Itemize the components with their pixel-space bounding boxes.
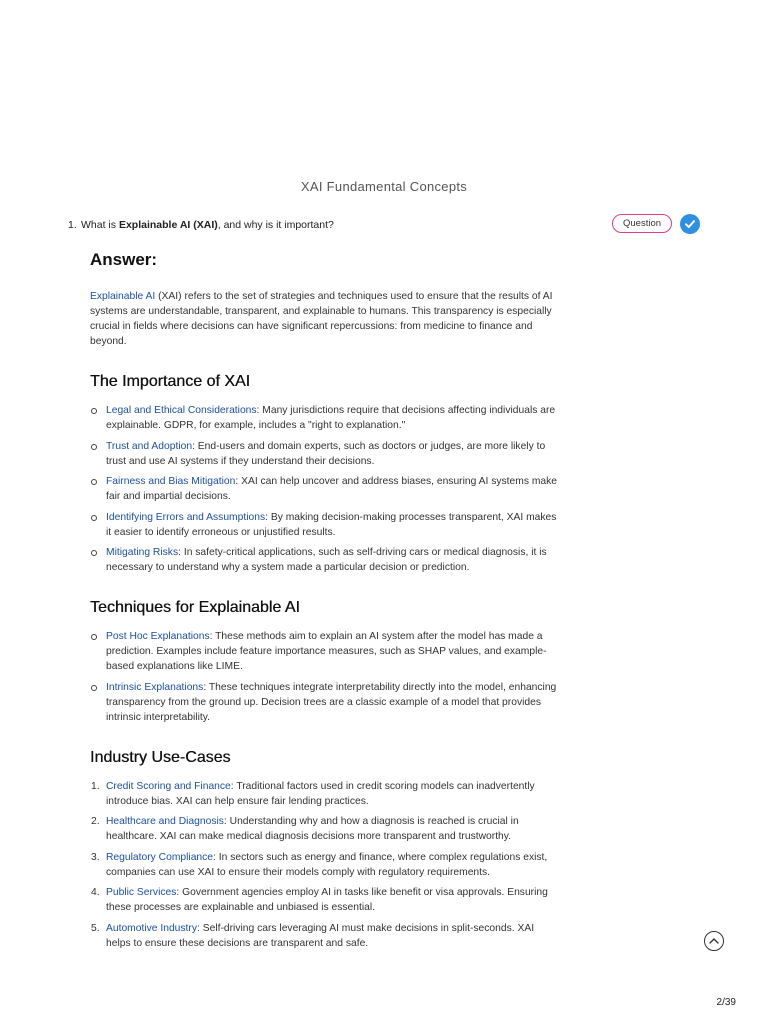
list-item-text: : These techniques integrate interpretability directly into the model, enhancing transparency from the ground up. Decision trees are a classic example of a model that provides intrinsic interpretability.	[106, 681, 557, 723]
list-item	[90, 885, 560, 915]
question-text: What is Explainable AI (XAI), and why is it important?	[81, 219, 334, 231]
answer-intro: Explainable AI (XAI) refers to the set of strategies and techniques used to ensure that the results of AI systems are understandable, transparent, and explainable to humans. This transparency is especially crucial in fields where decisions can have significant repercussions: from medicine to finance and beyond.	[90, 291, 553, 347]
list-item	[90, 439, 560, 469]
list-item-term: Legal and Ethical Considerations	[106, 405, 257, 416]
list-item-term: Regulatory Compliance	[106, 851, 214, 863]
answer-content	[90, 250, 560, 975]
answer-heading: Answer:	[90, 250, 158, 269]
list-item	[90, 403, 560, 433]
list-item-text: : Traditional factors used in credit scoring models can inadvertently introduce bias. XAI can help ensure fair lending practices.	[106, 780, 535, 807]
check-circle-icon[interactable]	[680, 214, 700, 234]
list-item	[90, 474, 560, 504]
section-heading: The Importance of XAI	[90, 373, 251, 390]
section-heading: Techniques for Explainable AI	[90, 599, 300, 616]
section-heading: Industry Use-Cases	[90, 748, 231, 766]
question-term: Explainable AI (XAI)	[118, 219, 218, 231]
list-item-term: Post Hoc Explanations	[106, 631, 210, 642]
list-item-term: Identifying Errors and Assumptions	[106, 511, 266, 523]
list-item	[90, 629, 560, 674]
page-number: 2/39	[716, 997, 736, 1008]
bullet-list	[90, 629, 560, 725]
bullet-list	[90, 403, 560, 575]
list-item-text: : Government agencies employ AI in tasks like benefit or visa approvals. Ensuring these processes are explainable and unbiased is essential.	[106, 887, 548, 913]
list-item-term: Public Services	[106, 887, 177, 898]
numbered-list	[90, 779, 560, 951]
chevron-up-circle-icon[interactable]	[704, 931, 724, 951]
list-item-text: : These methods aim to explain an AI system after the model has made a prediction. Examples include feature importance measures, such as SHAP values, and example-based explanations like LIME.	[106, 631, 547, 672]
list-item-text: : Self-driving cars leveraging AI must make decisions in split-seconds. XAI helps to ensure these decisions are transparent and safe.	[106, 922, 535, 949]
list-item-text: : End-users and domain experts, such as doctors or judges, are more likely to trust and use AI systems if they understand their decisions.	[106, 440, 546, 467]
intro-term: Explainable AI	[90, 291, 156, 302]
list-item-term: Intrinsic Explanations	[106, 681, 204, 693]
list-item-text: : Many jurisdictions require that decisions affecting individuals are explainable. GDPR, for example, includes a "right to explanation."	[106, 405, 556, 431]
list-item	[90, 921, 560, 951]
list-item-term: Automotive Industry	[106, 922, 197, 934]
list-item-text: : In safety-critical applications, such as self-driving cars or medical diagnosis, it is necessary to understand why a system made a particular decision or prediction.	[106, 547, 547, 573]
list-item-term: Healthcare and Diagnosis	[106, 816, 224, 827]
list-item-term: Fairness and Bias Mitigation	[106, 476, 236, 487]
list-item	[90, 510, 560, 540]
list-item-term: Mitigating Risks	[106, 547, 179, 558]
list-item-term: Credit Scoring and Finance	[106, 780, 231, 792]
list-item	[90, 814, 560, 844]
page-title: XAI Fundamental Concepts	[300, 179, 468, 194]
question-row	[68, 218, 702, 234]
list-item	[90, 850, 560, 880]
question-badge[interactable]: Question	[612, 214, 672, 233]
question-number: 1.	[68, 219, 77, 231]
list-item	[90, 545, 560, 575]
list-item-text: : In sectors such as energy and finance, where complex regulations exist, companies can use XAI to ensure their models comply with regulatory requirements.	[106, 851, 548, 878]
list-item	[90, 680, 560, 725]
list-item-text: : Understanding why and how a diagnosis is reached is crucial in healthcare. XAI can make medical diagnosis decisions more transparent and trustworthy.	[106, 816, 519, 842]
list-item-text: : XAI can help uncover and address biases, ensuring AI systems make fair and impartial decisions.	[106, 476, 558, 502]
list-item-term: Trust and Adoption	[106, 440, 193, 452]
sections-container	[90, 373, 560, 951]
list-item-text: : By making decision-making processes transparent, XAI makes it easier to identify erroneous or unjustified results.	[106, 511, 557, 538]
list-item	[90, 779, 560, 809]
